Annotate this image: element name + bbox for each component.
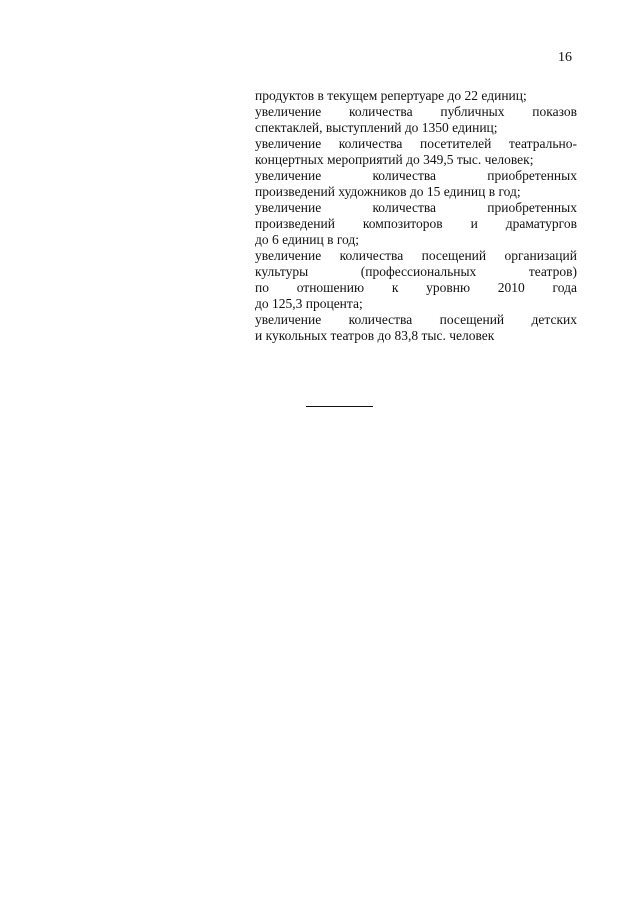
text-line: [255, 248, 577, 264]
text-line: продуктов в текущем репертуаре до 22 единиц;: [255, 88, 527, 103]
word: количества: [348, 312, 413, 327]
text-line: [255, 104, 577, 120]
page-number: 16: [558, 50, 572, 65]
body-text: [255, 88, 577, 344]
word: (профессиональных: [360, 264, 477, 279]
word: показов: [532, 104, 577, 119]
text-line: до 6 единиц в год;: [255, 232, 360, 247]
text-line: [255, 200, 577, 216]
word: посещений: [439, 312, 505, 327]
word: публичных: [440, 104, 505, 119]
end-separator-line: [306, 406, 373, 407]
word: 2010: [497, 280, 525, 295]
word: количества: [349, 104, 413, 119]
word: по: [255, 280, 269, 295]
word: увеличение: [255, 248, 322, 263]
word: количества: [372, 168, 437, 183]
word: детских: [531, 312, 577, 327]
word: увеличение: [255, 168, 322, 183]
word: увеличение: [255, 312, 322, 327]
word: и: [470, 216, 478, 231]
text-line: произведений художников до 15 единиц в год;: [255, 184, 521, 199]
word: приобретенных: [487, 168, 577, 183]
text-line: [255, 264, 577, 280]
word: произведений: [255, 216, 335, 231]
text-line: [255, 216, 577, 232]
word: к: [391, 280, 399, 295]
word: культуры: [255, 264, 309, 279]
word: увеличение: [255, 136, 322, 151]
word: композиторов: [362, 216, 443, 231]
word: приобретенных: [487, 200, 577, 215]
text-line: [255, 312, 577, 328]
text-line: [255, 136, 577, 152]
word: отношению: [296, 280, 365, 295]
word: года: [552, 280, 577, 295]
word: количества: [339, 248, 404, 263]
word: увеличение: [255, 104, 322, 119]
text-line: и кукольных театров до 83,8 тыс. человек: [255, 328, 495, 343]
text-line: [255, 168, 577, 184]
text-line: концертных мероприятий до 349,5 тыс. человек;: [255, 152, 534, 167]
word: театрально-: [508, 136, 577, 151]
word: драматургов: [505, 216, 577, 231]
text-line: [255, 280, 577, 296]
text-line: спектаклей, выступлений до 1350 единиц;: [255, 120, 498, 135]
text-line: до 125,3 процента;: [255, 296, 363, 311]
word: увеличение: [255, 200, 322, 215]
word: количества: [372, 200, 437, 215]
word: количества: [338, 136, 403, 151]
word: посетителей: [419, 136, 492, 151]
word: уровню: [426, 280, 471, 295]
word: организаций: [504, 248, 577, 263]
word: посещений: [421, 248, 487, 263]
word: театров): [528, 264, 577, 279]
